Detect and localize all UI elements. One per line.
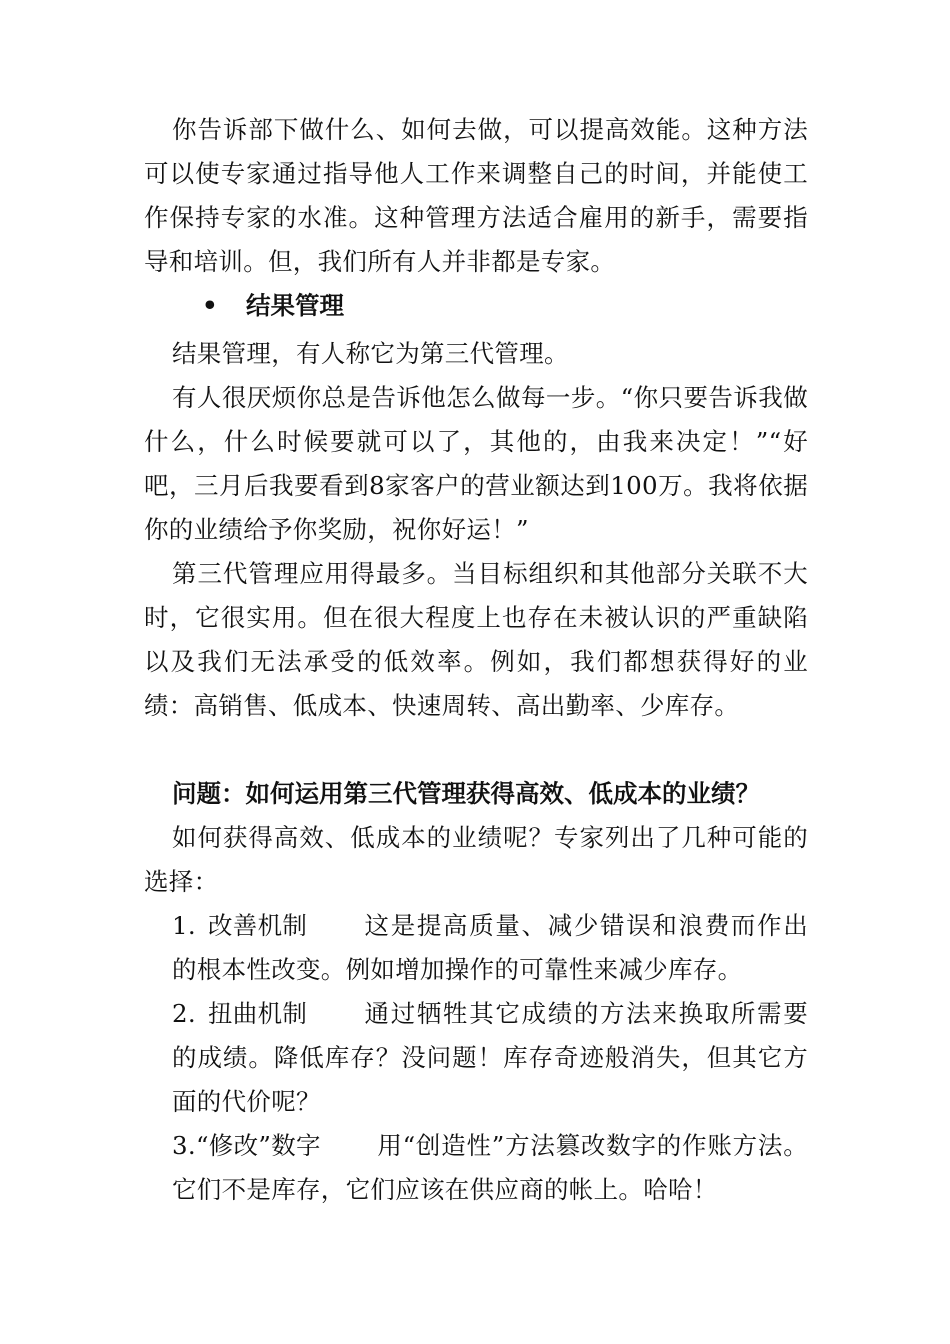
item-term: “修改”数字 [195,1131,321,1160]
question-heading: 问题：如何运用第三代管理获得高效、低成本的业绩？ [172,779,760,808]
paragraph-dialogue: 有人很厌烦你总是告诉他怎么做每一步。“你只要告诉我做什么，什么时候要就可以了，其他的，由我来决定！”“好吧，三月后我要看到8家客户的营业额达到100万。我将依据你的业绩给予你奖励，祝你好运！” [144,383,808,544]
list-item [172,992,808,1124]
item-text: 用“创造性”方法篡改数字的作账方法。它们不是库存，它们应该在供应商的帐上。哈哈！ [172,1131,808,1204]
item-text: 通过牺牲其它成绩的方法来换取所需要的成绩。降低库存？没问题！库存奇迹般消失，但其它方面的代价呢？ [172,999,808,1116]
item-number: 1. [172,911,196,940]
section-title: 结果管理 [246,291,344,320]
item-term: 改善机制 [207,911,308,940]
paragraph-defects: 第三代管理应用得最多。当目标组织和其他部分关联不大时，它很实用。但在很大程度上也存在未被认识的严重缺陷以及我们无法承受的低效率。例如，我们都想获得好的业绩：高销售、低成本、快速周转、高出勤率、少库存。 [144,559,808,720]
item-term: 扭曲机制 [207,999,308,1028]
item-number: 3. [172,1131,196,1160]
paragraph-third-generation: 结果管理，有人称它为第三代管理。 [172,339,569,368]
item-text: 这是提高质量、减少错误和浪费而作出的根本性改变。例如增加操作的可靠性来减少库存。 [172,911,808,984]
list-item [172,1124,808,1212]
paragraph-expert-management: 你告诉部下做什么、如何去做，可以提高效能。这种方法可以使专家通过指导他人工作来调整自己的时间，并能使工作保持专家的水准。这种管理方法适合雇用的新手，需要指导和培训。但，我们所有人并非都是专家。 [144,115,808,276]
bullet-results-management [144,284,808,328]
paragraph-options-intro: 如何获得高效、低成本的业绩呢？专家列出了几种可能的选择： [144,823,808,896]
item-number: 2. [172,999,196,1028]
bullet-icon: • [202,291,218,320]
list-item [172,904,808,992]
